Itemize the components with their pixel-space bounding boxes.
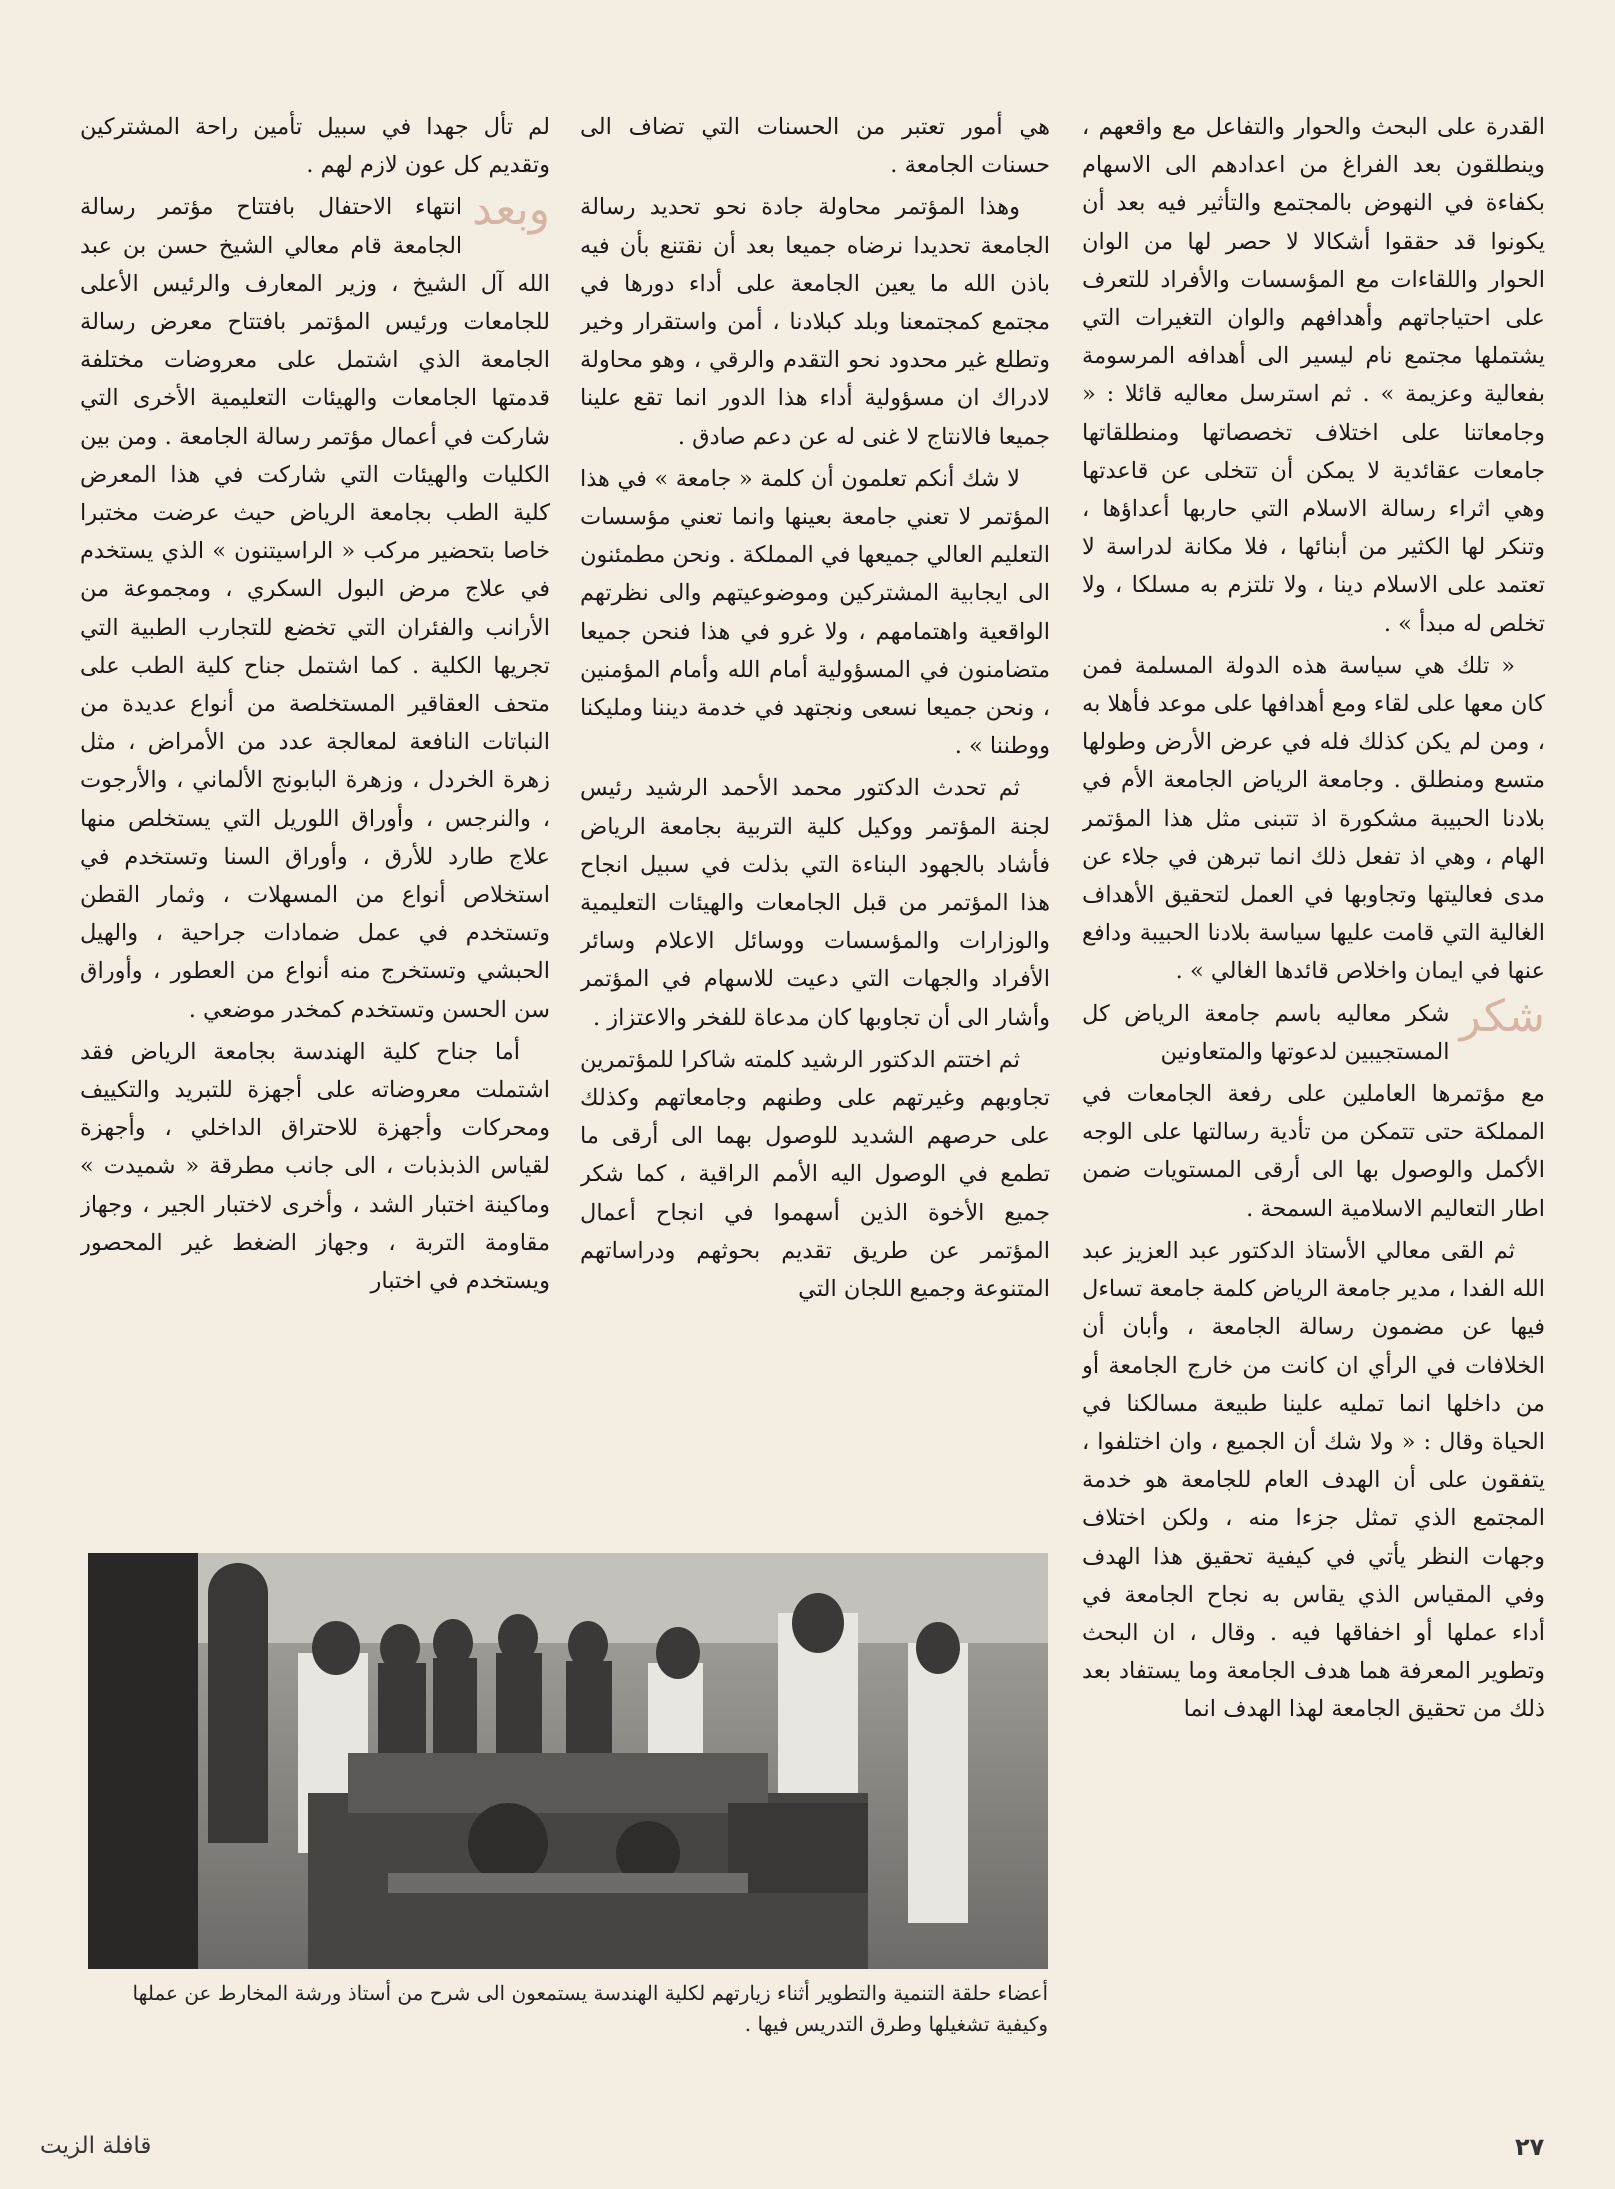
- photo-caption: أعضاء حلقة التنمية والتطوير أثناء زيارتهم لكلية الهندسة يستمعون الى شرح من أستاذ ورشة المخارط عن عملها وكيفية تشغيلها وطرق التدريس فيها .: [132, 1981, 1048, 2036]
- drop-word: وبعد: [472, 184, 550, 236]
- drop-paragraph: [80, 184, 550, 1028]
- paragraph-text: انتهاء الاحتفال بافتتاح مؤتمر رسالة الجامعة قام معالي الشيخ حسن بن عبد الله آل الشيخ ، وزير المعارف والرئيس الأعلى للجامعات ورئيس المؤتمر بافتتاح معرض رسالة الجامعة الذي اشتمل على معروضات مختلفة قدمتها الجامعات والهيئات التعليمية الأخرى التي شاركت في أعمال مؤتمر رسالة الجامعة . ومن بين الكليات والهيئات التي شاركت في هذا المعرض كلية الطب بجامعة الرياض حيث عرضت مختبرا خاصا بتحضير مركب « الراسيتنون » الذي يستخدم في علاج مرض البول السكري ، ومجموعة من الأرانب والفئران التي تخضع للتجارب الطبية التي تجريها الكلية . كما اشتمل جناح كلية الطب على متحف العقاقير المستخلصة من أنواع عديدة من النباتات النافعة لمعالجة عدد من الأمراض ، مثل زهرة الخردل ، وزهرة البابونج الألماني ، والأرجوت ، والنرجس ، وأوراق اللوريل التي يستخلص منها علاج طارد للأرق ، وأوراق السنا وتستخدم في استخلاص أنواع من المسهلات ، وثمار القطن وتستخدم في عمل ضمادات جراحية ، والهيل الحبشي وتستخرج منه أنواع من العطور ، وأوراق سن الحسن وتستخدم كمخدر موضعي .: [80, 194, 550, 1023]
- workshop-photo: [88, 1553, 1048, 1969]
- text-column-right: [1082, 108, 1545, 2098]
- paragraph: لا شك أنكم تعلمون أن كلمة « جامعة » في هذا المؤتمر لا تعني جامعة بعينها وانما تعني مؤسسات التعليم العالي جميعها في المملكة . ونحن مطمئنون الى ايجابية المشتركين وموضوعيتهم والى نظرتهم الواقعية واهتمامهم ، ولا غرو في هذا فنحن جميعا متضامنون في المسؤولية أمام الله وأمام المؤمنين ، ونحن جميعا نسعى ونجتهد في خدمة ديننا ومليكنا ووطننا » .: [580, 465, 1050, 760]
- paragraph: لم تأل جهدا في سبيل تأمين راحة المشتركين وتقديم كل عون لازم لهم .: [80, 114, 550, 179]
- paragraph: « تلك هي سياسة هذه الدولة المسلمة فمن كان معها على لقاء ومع أهدافها على موعد فأهلا به ، ومن لم يكن كذلك فله في عرض الأرض وطولها متسع ومنطلق . وجامعة الرياض الجامعة الأم في بلادنا الحبيبة مشكورة اذ تتبنى مثل هذا المؤتمر الهام ، وهي اذ تفعل ذلك انما تبرهن في جلاء عن مدى فعاليتها وتجاوبها في العمل لتحقيق الأهداف الغالية التي قامت عليها سياسة بلادنا الحبيبة ودافع عنها في ايمان واخلاص قائدها الغالي » .: [1082, 652, 1545, 985]
- paragraph: ثم القى معالي الأستاذ الدكتور عبد العزيز عبد الله الفدا ، مدير جامعة الرياض كلمة جامعة تساءل فيها عن مضمون رسالة الجامعة ، وأبان أن الخلافات في الرأي ان كانت من خارج الجامعة أو من داخلها انما تمليه علينا طبيعة مسالكنا في الحياة وقال : « ولا شك أن الجميع ، وان اختلفوا ، يتفقون على أن الهدف العام للجامعة هو خدمة المجتمع الذي تمثل جزءا منه ، ولكن اختلاف وجهات النظر يأتي في كيفية تحقيق هذا الهدف وفي المقياس الذي يقاس به نجاح الجامعة في أداء عملها أو اخفاقها فيه . وقال ، ان البحث وتطوير المعرفة هما هدف الجامعة وما يستفاد بعد ذلك من تحقيق الجامعة لهذا الهدف انما: [1082, 1237, 1545, 1723]
- drop-paragraph: [1082, 990, 1545, 1071]
- paragraph: القدرة على البحث والحوار والتفاعل مع واقعهم ، وينطلقون بعد الفراغ من اعدادهم الى الاسهام بكفاءة في النهوض بالمجتمع والتأثير فيه بعد أن يكونوا قد حققوا أشكالا لا حصر لها من الوان الحوار واللقاءات مع المؤسسات والأفراد للتعرف على احتياجاتهم وأهدافهم والوان التغيرات التي يشتملها مجتمع نام ليسير الى أهدافه المرسومة بفعالية وعزيمة » . ثم استرسل معاليه قائلا : « وجامعاتنا على اختلاف تخصصاتها ومنطلقاتها جامعات عقائدية لا يمكن أن تتخلى عن قاعدتها وهي اثراء رسالة الاسلام التي حاربها أعداؤها ، وتنكر لها الكثير من أبنائها ، فلا مكانة لدراسة لا تعتمد على الاسلام دينا ، ولا تلتزم به مسلكا ، ولا تخلص له مبدأ » .: [1082, 114, 1545, 637]
- text-column-left: [80, 108, 550, 1548]
- photo-illustration: [88, 1553, 1048, 1969]
- page-number: ٢٧: [1515, 2133, 1545, 2161]
- paragraph: ثم تحدث الدكتور محمد الأحمد الرشيد رئيس لجنة المؤتمر ووكيل كلية التربية بجامعة الرياض فأشاد بالجهود البناءة التي بذلت في سبيل انجاح هذا المؤتمر من قبل الجامعات والهيئات التعليمية والوزارات والمؤسسات ووسائل الاعلام وسائر الأفراد والجهات التي دعيت للاسهام في المؤتمر وأشار الى أن تجاوبها كان مدعاة للفخر والاعتزاز .: [580, 775, 1050, 1031]
- magazine-title: قافلة الزيت: [40, 2133, 152, 2159]
- text-column-middle: [580, 108, 1050, 1548]
- paragraph: أما جناح كلية الهندسة بجامعة الرياض فقد اشتملت معروضاته على أجهزة للتبريد والتكييف ومحركات وأجهزة للاحتراق الداخلي ، وأجهزة لقياس الذبذبات ، الى جانب مطرقة « شميدت » وماكينة اختبار الشد ، وأخرى لاختبار الجير ، وجهاز مقاومة التربة ، وجهاز الضغط غير المحصور ويستخدم في اختبار: [80, 1038, 550, 1295]
- drop-word: شكر: [1459, 990, 1545, 1042]
- paragraph: مع مؤتمرها العاملين على رفعة الجامعات في المملكة حتى تتمكن من تأدية رسالتها على الوجه الأكمل والوصول بها الى أرقى المستويات ضمن اطار التعاليم الاسلامية السمحة .: [1082, 1081, 1545, 1222]
- paragraph: ثم اختتم الدكتور الرشيد كلمته شاكرا للمؤتمرين تجاوبهم وغيرتهم على وطنهم وجامعاتهم وكذلك على حرصهم الشديد للوصول بهما الى أرقى ما تطمع في الوصول اليه الأمم الراقية ، كما شكر جميع الأخوة الذين أسهموا في انجاح أعمال المؤتمر عن طريق تقديم بحوثهم ودراساتهم المتنوعة وجميع اللجان التي: [580, 1046, 1050, 1303]
- paragraph-text: شكر معاليه باسم جامعة الرياض كل المستجيبين لدعوتها والمتعاونين: [1082, 1000, 1450, 1065]
- paragraph: هي أمور تعتبر من الحسنات التي تضاف الى حسنات الجامعة .: [580, 114, 1050, 179]
- paragraph: وهذا المؤتمر محاولة جادة نحو تحديد رسالة الجامعة تحديدا نرضاه جميعا بعد أن نقتنع بأن فيه باذن الله ما يعين الجامعة على أداء دورها في مجتمع كمجتمعنا وبلد كبلادنا ، أمن واستقرار وخير وتطلع غير محدود نحو التقدم والرقي ، وهو محاولة لادراك ان مسؤولية أداء هذا الدور انما تقع علينا جميعا فالانتاج لا غنى له عن دعم صادق .: [580, 194, 1050, 450]
